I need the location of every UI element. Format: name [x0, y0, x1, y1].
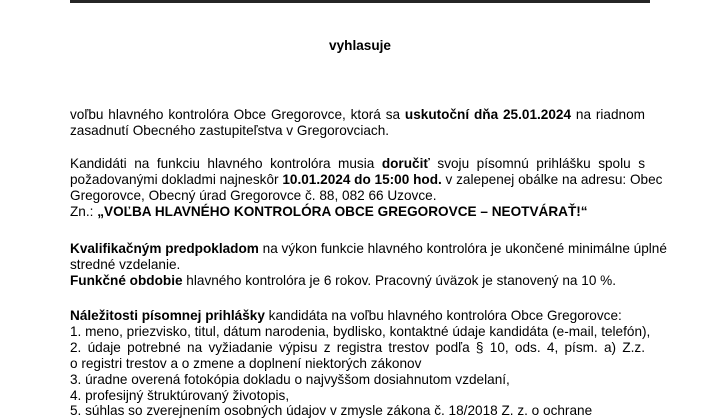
- p1-text: voľbu hlavného kontrolóra Obce Gregorovce, ktorá sa: [70, 107, 405, 122]
- heading: vyhlasuje: [329, 38, 391, 53]
- list-item: 5. súhlas so zverejnením osobných údajov v zmysle zákona č. 18/2018 Z. z. o ochrane: [70, 403, 593, 418]
- p2-text-end: svoju písomnú prihlášku spolu s: [429, 156, 646, 171]
- top-rule: [70, 0, 650, 3]
- p3-line-1: [70, 241, 667, 257]
- list-item: o registri trestov a o zmene a doplnení niektorých zákonov: [70, 356, 422, 371]
- p4-line-1: [70, 308, 645, 324]
- p2-line-4: [70, 204, 645, 220]
- list-item: 1. meno, priezvisko, titul, dátum narodenia, bydlisko, kontaktné údaje kandidáta (e-mail, telefón),: [70, 324, 651, 339]
- list-item: 3. úradne overená fotokópia dokladu o najvyššom dosiahnutom vzdelaní,: [70, 372, 510, 387]
- p2-text-2: požadovanými dokladmi najneskôr: [70, 172, 283, 187]
- p1-line-2: zasadnutí Obecného zastupiteľstva v Gregorovciach.: [70, 123, 390, 138]
- p3-term-text: hlavného kontrolóra je 6 rokov. Pracovný úväzok je stanovený na 10 %.: [182, 273, 617, 288]
- p2-text-2-end: v zalepenej obálke na adresu: Obec: [441, 172, 663, 187]
- p1-text-end: na riadnom: [571, 107, 645, 122]
- p1-line-1: [70, 107, 645, 123]
- p4-requirements: Náležitosti písomnej prihlášky: [70, 308, 265, 323]
- p2-envelope-mark: „VOĽBA HLAVNÉHO KONTROLÓRA OBCE GREGOROVCE – NEOTVÁRAŤ!“: [97, 204, 588, 219]
- p3-line-3: [70, 273, 645, 289]
- p3-line-2: stredné vzdelanie.: [70, 257, 181, 272]
- p2-line-2: [70, 172, 663, 188]
- p3-qualification: Kvalifikačným predpokladom: [70, 241, 259, 256]
- p3-term: Funkčné obdobie: [70, 273, 183, 288]
- p2-ref-label: Zn.:: [70, 204, 98, 219]
- p3-text: na výkon funkcie hlavného kontrolóra je ukončené minimálne úplné: [258, 241, 667, 256]
- p2-deliver: doručiť: [381, 156, 430, 171]
- p2-line-3: Gregorovce, Obecný úrad Gregorovce č. 88, 082 66 Uzovce.: [70, 188, 437, 203]
- p2-text: Kandidáti na funkciu hlavného kontrolóra musia: [70, 156, 382, 171]
- list-item: 2. údaje potrebné na vyžiadanie výpisu z registra trestov podľa § 10, ods. 4, písm. a) Z.z.: [70, 340, 645, 355]
- p2-deadline: 10.01.2024 do 15:00 hod.: [282, 172, 442, 187]
- p2-line-1: [70, 156, 645, 172]
- p4-text: kandidáta na voľbu hlavného kontrolóra Obce Gregorovce:: [264, 308, 622, 323]
- p1-date: uskutoční dňa 25.01.2024: [404, 107, 572, 122]
- list-item: 4. profesijný štruktúrovaný životopis,: [70, 388, 290, 403]
